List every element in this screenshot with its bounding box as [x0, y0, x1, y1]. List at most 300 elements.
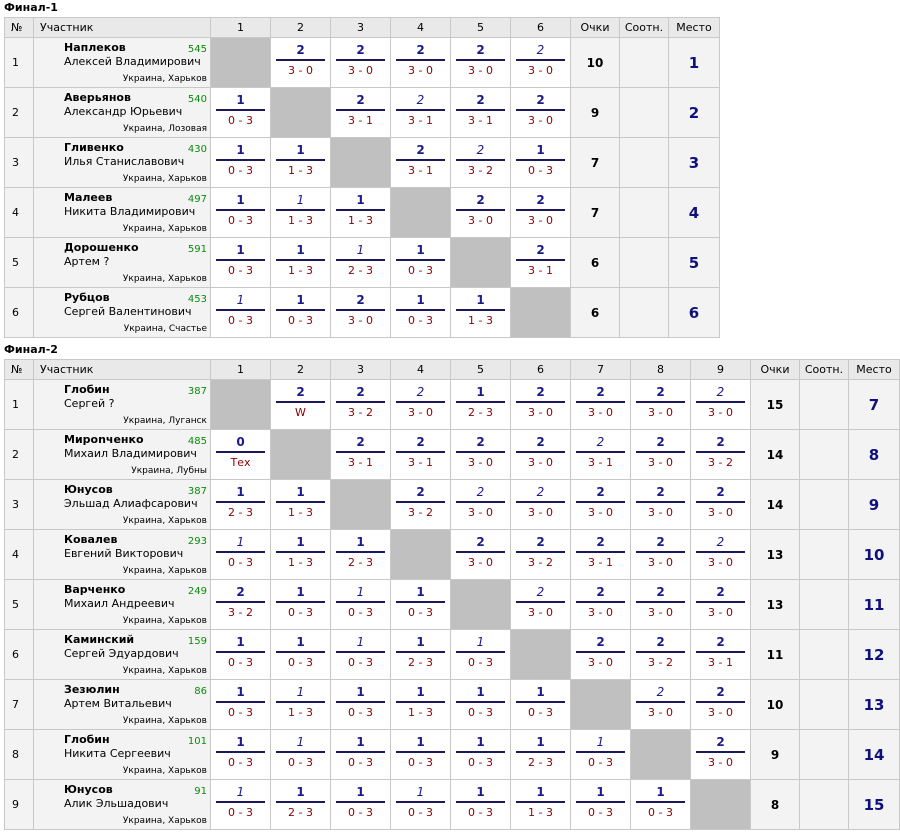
match-points: 1 — [476, 685, 485, 699]
match-divider — [516, 801, 565, 803]
player-cell[interactable] — [34, 238, 211, 288]
match-cell[interactable] — [211, 730, 271, 780]
match-cell[interactable] — [451, 430, 511, 480]
match-divider — [696, 451, 745, 453]
match-cell[interactable] — [451, 380, 511, 430]
player-cell[interactable] — [34, 680, 211, 730]
match-cell[interactable] — [391, 780, 451, 830]
match-cell[interactable] — [511, 88, 571, 138]
match-cell[interactable] — [451, 730, 511, 780]
match-points: 2 — [236, 585, 245, 599]
match-cell[interactable] — [451, 138, 511, 188]
match-divider — [336, 601, 385, 603]
match-cell[interactable] — [271, 730, 331, 780]
player-row — [5, 480, 900, 530]
match-cell[interactable] — [391, 430, 451, 480]
player-cell[interactable] — [34, 38, 211, 88]
match-points: 2 — [356, 435, 365, 449]
match-divider — [216, 159, 265, 161]
header-row — [5, 360, 900, 380]
match-cell[interactable] — [511, 430, 571, 480]
match-points: 2 — [536, 93, 545, 107]
match-points: 1 — [236, 535, 245, 549]
match-cell[interactable] — [571, 630, 631, 680]
player-surname: Глобин — [64, 383, 110, 396]
match-cell[interactable] — [211, 430, 271, 480]
match-cell[interactable] — [511, 238, 571, 288]
match-cell[interactable] — [331, 680, 391, 730]
player-first-name: Алексей Владимирович — [64, 55, 201, 68]
match-divider — [276, 401, 325, 403]
match-points: 1 — [476, 735, 485, 749]
match-cell[interactable] — [451, 88, 511, 138]
match-points: 1 — [236, 243, 245, 257]
match-cell[interactable] — [271, 138, 331, 188]
match-divider — [396, 309, 445, 311]
match-score: 0 - 3 — [288, 756, 313, 769]
header-points: Очки — [751, 360, 800, 380]
header-opponent-3: 3 — [331, 18, 391, 38]
place-cell: 8 — [849, 430, 900, 480]
match-points: 1 — [476, 785, 485, 799]
self-cell — [211, 380, 271, 430]
match-cell[interactable] — [211, 530, 271, 580]
match-cell[interactable] — [691, 430, 751, 480]
match-cell[interactable] — [331, 88, 391, 138]
match-cell[interactable] — [631, 630, 691, 680]
match-cell[interactable] — [271, 38, 331, 88]
total-points: 13 — [751, 530, 800, 580]
place-cell: 11 — [849, 580, 900, 630]
player-surname: Юнусов — [64, 783, 113, 796]
match-cell[interactable] — [631, 380, 691, 430]
ratio-cell — [800, 730, 849, 780]
header-opponent-3: 3 — [331, 360, 391, 380]
match-score: 0 - 3 — [468, 756, 493, 769]
match-divider — [396, 801, 445, 803]
match-score: 0 - 3 — [408, 606, 433, 619]
match-score: 0 - 3 — [228, 314, 253, 327]
match-cell[interactable] — [631, 680, 691, 730]
player-surname: Мирonченко — [64, 433, 144, 446]
place-cell: 10 — [849, 530, 900, 580]
match-cell[interactable] — [211, 630, 271, 680]
match-score: 3 - 0 — [708, 606, 733, 619]
match-cell[interactable] — [211, 680, 271, 730]
match-score: 0 - 3 — [528, 706, 553, 719]
match-score: 3 - 0 — [648, 456, 673, 469]
match-score: 0 - 3 — [228, 214, 253, 227]
match-divider — [336, 751, 385, 753]
match-cell[interactable] — [511, 530, 571, 580]
match-divider — [636, 451, 685, 453]
match-score: 0 - 3 — [588, 806, 613, 819]
match-points: 2 — [536, 193, 545, 207]
match-score: 3 - 0 — [588, 606, 613, 619]
match-points: 1 — [416, 635, 425, 649]
match-score: 3 - 0 — [708, 506, 733, 519]
match-cell[interactable] — [211, 780, 271, 830]
match-score: 3 - 0 — [468, 64, 493, 77]
match-divider — [396, 701, 445, 703]
match-points: 2 — [416, 385, 425, 399]
match-points: 1 — [296, 485, 305, 499]
player-row — [5, 730, 900, 780]
player-cell[interactable] — [34, 380, 211, 430]
match-cell[interactable] — [331, 530, 391, 580]
match-cell[interactable] — [691, 580, 751, 630]
player-cell[interactable] — [34, 780, 211, 830]
match-cell[interactable] — [391, 680, 451, 730]
match-cell[interactable] — [511, 730, 571, 780]
match-cell[interactable] — [511, 138, 571, 188]
match-score: 3 - 1 — [588, 456, 613, 469]
match-divider — [336, 551, 385, 553]
ratio-cell — [620, 88, 669, 138]
ratio-cell — [620, 188, 669, 238]
match-divider — [516, 551, 565, 553]
match-score: 2 - 3 — [348, 556, 373, 569]
player-city: Украина, Лозовая — [123, 124, 207, 134]
header-opponent-6: 6 — [511, 18, 571, 38]
match-score: 0 - 3 — [348, 606, 373, 619]
player-first-name: Евгений Викторович — [64, 547, 184, 560]
match-score: 2 - 3 — [288, 806, 313, 819]
match-cell[interactable] — [271, 630, 331, 680]
header-opponent-1: 1 — [211, 18, 271, 38]
match-cell[interactable] — [391, 288, 451, 338]
match-cell[interactable] — [211, 188, 271, 238]
match-divider — [276, 259, 325, 261]
match-divider — [516, 451, 565, 453]
row-number: 2 — [5, 430, 34, 480]
player-cell[interactable] — [34, 188, 211, 238]
match-divider — [336, 309, 385, 311]
match-cell[interactable] — [451, 288, 511, 338]
match-cell[interactable] — [631, 780, 691, 830]
match-cell[interactable] — [451, 630, 511, 680]
match-points: 1 — [296, 735, 305, 749]
match-cell[interactable] — [391, 38, 451, 88]
match-divider — [276, 801, 325, 803]
player-city: Украина, Лубны — [131, 466, 207, 476]
match-points: 2 — [356, 385, 365, 399]
match-divider — [336, 209, 385, 211]
match-cell[interactable] — [631, 530, 691, 580]
header-ratio: Соотн. — [800, 360, 849, 380]
match-score: 0 - 3 — [288, 606, 313, 619]
match-points: 1 — [236, 193, 245, 207]
match-score: 0 - 3 — [468, 656, 493, 669]
ratio-cell — [800, 680, 849, 730]
player-city: Украина, Харьков — [122, 616, 207, 626]
match-cell[interactable] — [271, 780, 331, 830]
match-cell[interactable] — [451, 480, 511, 530]
match-points: 1 — [536, 143, 545, 157]
match-cell[interactable] — [691, 630, 751, 680]
player-row — [5, 430, 900, 480]
match-cell[interactable] — [631, 430, 691, 480]
match-divider — [576, 551, 625, 553]
match-divider — [216, 651, 265, 653]
self-cell — [451, 580, 511, 630]
total-points: 7 — [571, 188, 620, 238]
row-number: 4 — [5, 188, 34, 238]
player-cell[interactable] — [34, 630, 211, 680]
total-points: 10 — [571, 38, 620, 88]
match-score: 3 - 0 — [648, 506, 673, 519]
match-cell[interactable] — [211, 288, 271, 338]
match-points: 1 — [236, 143, 245, 157]
match-cell[interactable] — [391, 580, 451, 630]
match-score: 3 - 0 — [708, 756, 733, 769]
match-divider — [636, 651, 685, 653]
match-cell[interactable] — [391, 730, 451, 780]
match-cell[interactable] — [571, 530, 631, 580]
player-rating: 91 — [194, 786, 207, 797]
match-points: 2 — [536, 385, 545, 399]
match-cell[interactable] — [331, 580, 391, 630]
match-cell[interactable] — [571, 480, 631, 530]
header-opponent-8: 8 — [631, 360, 691, 380]
match-points: 1 — [536, 735, 545, 749]
match-cell[interactable] — [451, 188, 511, 238]
match-score: 3 - 0 — [528, 64, 553, 77]
match-divider — [456, 209, 505, 211]
match-cell[interactable] — [691, 680, 751, 730]
player-first-name: Сергей Валентинович — [64, 305, 192, 318]
player-rating: 545 — [187, 44, 207, 55]
match-score: 1 - 3 — [288, 264, 313, 277]
match-cell[interactable] — [511, 188, 571, 238]
player-cell[interactable] — [34, 480, 211, 530]
match-points: 1 — [356, 635, 365, 649]
match-divider — [396, 109, 445, 111]
match-cell[interactable] — [571, 580, 631, 630]
match-divider — [516, 159, 565, 161]
match-cell[interactable] — [391, 238, 451, 288]
match-score: 0 - 3 — [588, 756, 613, 769]
match-cell[interactable] — [391, 380, 451, 430]
player-city: Украина, Счастье — [123, 324, 207, 334]
match-score: 3 - 0 — [288, 64, 313, 77]
match-points: 1 — [476, 635, 485, 649]
match-score: 1 - 3 — [528, 806, 553, 819]
match-points: 1 — [416, 243, 425, 257]
match-score: 3 - 0 — [528, 114, 553, 127]
match-cell[interactable] — [211, 480, 271, 530]
match-cell[interactable] — [451, 780, 511, 830]
match-cell[interactable] — [511, 780, 571, 830]
match-cell[interactable] — [511, 480, 571, 530]
match-score: 3 - 0 — [348, 314, 373, 327]
match-divider — [336, 109, 385, 111]
match-cell[interactable] — [391, 138, 451, 188]
match-divider — [516, 209, 565, 211]
player-rating: 485 — [187, 436, 207, 447]
match-points: 2 — [536, 535, 545, 549]
match-points: 2 — [596, 485, 605, 499]
match-score: 3 - 0 — [528, 214, 553, 227]
match-score: 3 - 1 — [348, 456, 373, 469]
self-cell — [271, 88, 331, 138]
match-cell[interactable] — [271, 480, 331, 530]
match-cell[interactable] — [691, 380, 751, 430]
player-row — [5, 780, 900, 830]
player-surname: Юнусов — [64, 483, 113, 496]
match-cell[interactable] — [331, 380, 391, 430]
player-city: Украина, Харьков — [122, 766, 207, 776]
match-cell[interactable] — [451, 530, 511, 580]
player-cell[interactable] — [34, 730, 211, 780]
match-points: 0 — [236, 435, 245, 449]
match-cell[interactable] — [571, 780, 631, 830]
match-cell[interactable] — [271, 188, 331, 238]
match-score: 0 - 3 — [228, 164, 253, 177]
match-cell[interactable] — [391, 480, 451, 530]
match-cell[interactable] — [331, 780, 391, 830]
match-cell[interactable] — [631, 480, 691, 530]
match-score: 0 - 3 — [228, 756, 253, 769]
match-points: 1 — [536, 685, 545, 699]
row-number: 9 — [5, 780, 34, 830]
match-cell[interactable] — [331, 630, 391, 680]
self-cell — [511, 630, 571, 680]
match-cell[interactable] — [271, 530, 331, 580]
match-cell[interactable] — [271, 580, 331, 630]
match-points: 1 — [356, 585, 365, 599]
match-cell[interactable] — [331, 430, 391, 480]
match-cell[interactable] — [211, 238, 271, 288]
player-cell[interactable] — [34, 288, 211, 338]
match-cell[interactable] — [331, 238, 391, 288]
match-score: 3 - 1 — [528, 264, 553, 277]
match-cell[interactable] — [451, 680, 511, 730]
header-player: Участник — [34, 18, 211, 38]
match-cell[interactable] — [571, 730, 631, 780]
player-cell[interactable] — [34, 138, 211, 188]
header-opponent-6: 6 — [511, 360, 571, 380]
player-first-name: Эльшад Алиафсарович — [64, 497, 198, 510]
match-divider — [576, 651, 625, 653]
player-cell[interactable] — [34, 580, 211, 630]
match-cell[interactable] — [511, 580, 571, 630]
final2-table — [4, 359, 900, 830]
row-number: 7 — [5, 680, 34, 730]
player-surname: Варченко — [64, 583, 126, 596]
player-surname: Ковалев — [64, 533, 118, 546]
match-score: 3 - 0 — [468, 556, 493, 569]
match-divider — [216, 501, 265, 503]
match-divider — [696, 751, 745, 753]
match-points: 1 — [296, 785, 305, 799]
match-cell[interactable] — [511, 380, 571, 430]
match-points: 2 — [656, 435, 665, 449]
player-rating: 293 — [187, 536, 207, 547]
player-rating: 453 — [187, 294, 207, 305]
match-points: 1 — [296, 535, 305, 549]
match-divider — [396, 651, 445, 653]
match-points: 1 — [416, 685, 425, 699]
match-cell[interactable] — [571, 430, 631, 480]
match-points: 1 — [476, 385, 485, 399]
place-cell: 13 — [849, 680, 900, 730]
match-cell[interactable] — [271, 380, 331, 430]
match-cell[interactable] — [271, 238, 331, 288]
row-number: 3 — [5, 480, 34, 530]
match-cell[interactable] — [451, 38, 511, 88]
ratio-cell — [620, 288, 669, 338]
match-cell[interactable] — [211, 88, 271, 138]
match-score: 3 - 1 — [708, 656, 733, 669]
match-points: 2 — [356, 43, 365, 57]
match-divider — [636, 601, 685, 603]
match-cell[interactable] — [331, 288, 391, 338]
match-divider — [336, 259, 385, 261]
header-opponent-7: 7 — [571, 360, 631, 380]
match-cell[interactable] — [691, 530, 751, 580]
match-cell[interactable] — [211, 138, 271, 188]
header-num: № — [5, 360, 34, 380]
total-points: 9 — [571, 88, 620, 138]
player-city: Украина, Луганск — [123, 416, 207, 426]
match-score: 3 - 2 — [708, 456, 733, 469]
self-cell — [391, 530, 451, 580]
ratio-cell — [620, 238, 669, 288]
player-cell[interactable] — [34, 430, 211, 480]
match-points: 2 — [596, 435, 605, 449]
match-cell[interactable] — [391, 88, 451, 138]
player-city: Украина, Харьков — [122, 716, 207, 726]
match-cell[interactable] — [631, 580, 691, 630]
match-cell[interactable] — [511, 680, 571, 730]
player-city: Украина, Харьков — [122, 224, 207, 234]
match-points: 1 — [416, 293, 425, 307]
match-score: 0 - 3 — [348, 656, 373, 669]
player-row — [5, 380, 900, 430]
match-score: 0 - 3 — [348, 756, 373, 769]
match-cell[interactable] — [271, 680, 331, 730]
match-divider — [456, 651, 505, 653]
player-cell[interactable] — [34, 88, 211, 138]
total-points: 7 — [571, 138, 620, 188]
match-cell[interactable] — [391, 630, 451, 680]
match-points: 2 — [476, 43, 485, 57]
match-divider — [336, 651, 385, 653]
match-cell[interactable] — [511, 38, 571, 88]
match-divider — [216, 701, 265, 703]
match-cell[interactable] — [571, 380, 631, 430]
match-cell[interactable] — [211, 580, 271, 630]
match-score: 3 - 0 — [708, 556, 733, 569]
player-cell[interactable] — [34, 530, 211, 580]
match-cell[interactable] — [691, 480, 751, 530]
match-cell[interactable] — [331, 188, 391, 238]
match-cell[interactable] — [331, 38, 391, 88]
match-cell[interactable] — [331, 730, 391, 780]
final2-title: Финал-2 — [4, 343, 58, 356]
match-cell[interactable] — [271, 288, 331, 338]
header-place: Место — [669, 18, 720, 38]
match-points: 1 — [356, 735, 365, 749]
match-points: 2 — [716, 535, 725, 549]
self-cell — [691, 780, 751, 830]
match-cell[interactable] — [691, 730, 751, 780]
header-num: № — [5, 18, 34, 38]
total-points: 13 — [751, 580, 800, 630]
match-score: 3 - 1 — [348, 114, 373, 127]
match-divider — [216, 209, 265, 211]
